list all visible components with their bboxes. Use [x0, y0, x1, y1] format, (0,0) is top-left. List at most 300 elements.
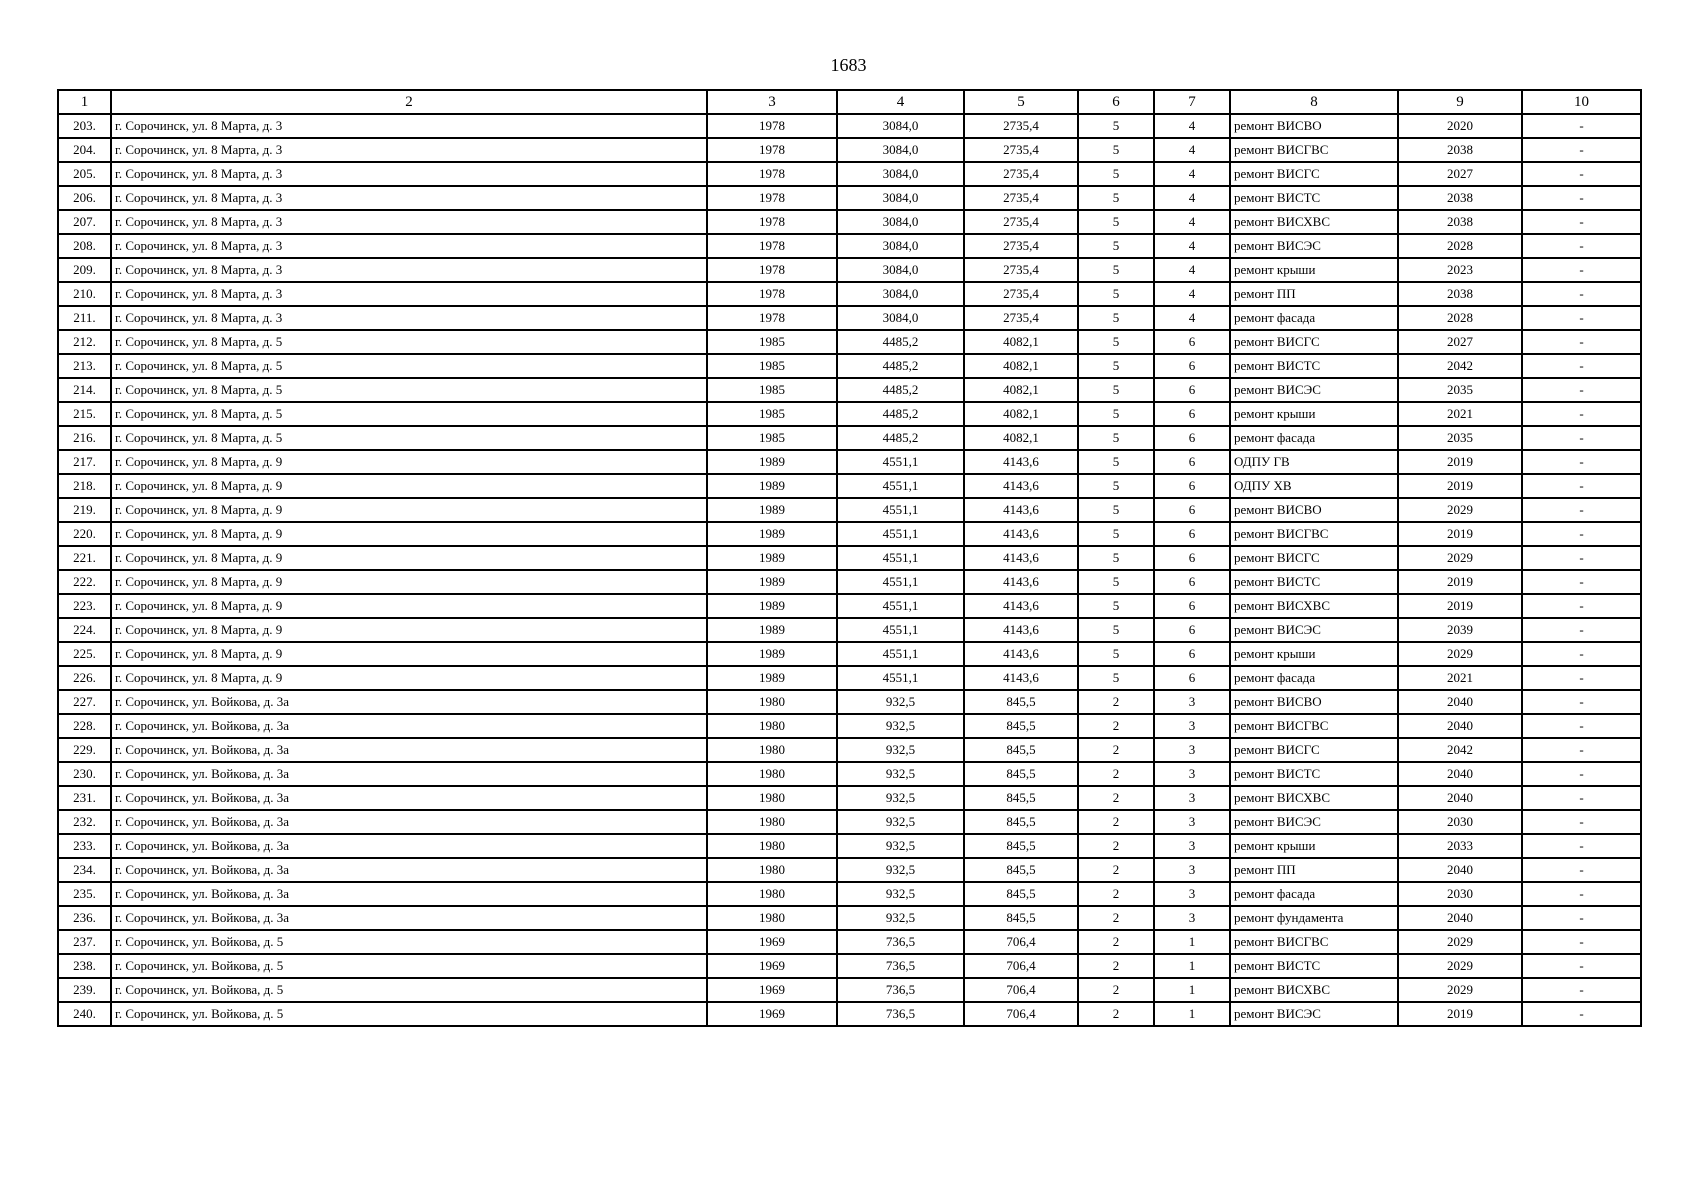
- row-number-cell: 230.: [58, 762, 111, 786]
- planned-year-cell: 2040: [1398, 714, 1522, 738]
- planned-year-cell: 2038: [1398, 282, 1522, 306]
- entrances-cell: 3: [1154, 882, 1230, 906]
- planned-year-cell: 2040: [1398, 762, 1522, 786]
- address-cell: г. Сорочинск, ул. Войкова, д. 3а: [111, 858, 707, 882]
- total-area-cell: 3084,0: [837, 306, 964, 330]
- address-cell: г. Сорочинск, ул. Войкова, д. 5: [111, 930, 707, 954]
- floors-cell: 2: [1078, 882, 1154, 906]
- year-built-cell: 1980: [707, 906, 837, 930]
- work-type-cell: ремонт фасада: [1230, 306, 1398, 330]
- floors-cell: 5: [1078, 498, 1154, 522]
- entrances-cell: 6: [1154, 378, 1230, 402]
- floors-cell: 5: [1078, 594, 1154, 618]
- entrances-cell: 6: [1154, 546, 1230, 570]
- living-area-cell: 4082,1: [964, 330, 1078, 354]
- notes-cell: -: [1522, 906, 1641, 930]
- floors-cell: 2: [1078, 762, 1154, 786]
- table-row: [58, 474, 1641, 498]
- entrances-cell: 6: [1154, 426, 1230, 450]
- address-cell: г. Сорочинск, ул. 8 Марта, д. 3: [111, 114, 707, 138]
- address-cell: г. Сорочинск, ул. 8 Марта, д. 9: [111, 546, 707, 570]
- entrances-cell: 3: [1154, 906, 1230, 930]
- entrances-cell: 6: [1154, 642, 1230, 666]
- planned-year-cell: 2029: [1398, 978, 1522, 1002]
- living-area-cell: 845,5: [964, 786, 1078, 810]
- work-type-cell: ОДПУ ХВ: [1230, 474, 1398, 498]
- work-type-cell: ремонт ВИСЭС: [1230, 234, 1398, 258]
- table-row: [58, 690, 1641, 714]
- address-cell: г. Сорочинск, ул. Войкова, д. 3а: [111, 738, 707, 762]
- total-area-cell: 932,5: [837, 690, 964, 714]
- notes-cell: -: [1522, 714, 1641, 738]
- row-number-cell: 204.: [58, 138, 111, 162]
- total-area-cell: 932,5: [837, 906, 964, 930]
- entrances-cell: 4: [1154, 162, 1230, 186]
- work-type-cell: ремонт ВИСВО: [1230, 498, 1398, 522]
- work-type-cell: ремонт ВИСГВС: [1230, 522, 1398, 546]
- living-area-cell: 4082,1: [964, 378, 1078, 402]
- total-area-cell: 3084,0: [837, 186, 964, 210]
- work-type-cell: ремонт ВИСТС: [1230, 354, 1398, 378]
- planned-year-cell: 2027: [1398, 162, 1522, 186]
- floors-cell: 5: [1078, 330, 1154, 354]
- address-cell: г. Сорочинск, ул. 8 Марта, д. 5: [111, 354, 707, 378]
- address-cell: г. Сорочинск, ул. 8 Марта, д. 5: [111, 378, 707, 402]
- total-area-cell: 4551,1: [837, 546, 964, 570]
- table-row: [58, 330, 1641, 354]
- floors-cell: 5: [1078, 570, 1154, 594]
- table-row: [58, 570, 1641, 594]
- table-row: [58, 786, 1641, 810]
- total-area-cell: 4551,1: [837, 570, 964, 594]
- table-row: [58, 162, 1641, 186]
- planned-year-cell: 2035: [1398, 378, 1522, 402]
- planned-year-cell: 2029: [1398, 642, 1522, 666]
- work-type-cell: ремонт ВИСТС: [1230, 762, 1398, 786]
- entrances-cell: 3: [1154, 762, 1230, 786]
- row-number-cell: 208.: [58, 234, 111, 258]
- row-number-cell: 223.: [58, 594, 111, 618]
- living-area-cell: 845,5: [964, 714, 1078, 738]
- year-built-cell: 1978: [707, 138, 837, 162]
- living-area-cell: 4143,6: [964, 618, 1078, 642]
- address-cell: г. Сорочинск, ул. 8 Марта, д. 9: [111, 594, 707, 618]
- total-area-cell: 736,5: [837, 978, 964, 1002]
- row-number-cell: 218.: [58, 474, 111, 498]
- work-type-cell: ремонт фасада: [1230, 882, 1398, 906]
- total-area-cell: 4551,1: [837, 474, 964, 498]
- work-type-cell: ремонт ВИСЭС: [1230, 810, 1398, 834]
- floors-cell: 5: [1078, 354, 1154, 378]
- entrances-cell: 3: [1154, 714, 1230, 738]
- table-row: [58, 138, 1641, 162]
- planned-year-cell: 2038: [1398, 138, 1522, 162]
- entrances-cell: 3: [1154, 786, 1230, 810]
- row-number-cell: 229.: [58, 738, 111, 762]
- total-area-cell: 4551,1: [837, 642, 964, 666]
- column-header: 7: [1154, 90, 1230, 114]
- year-built-cell: 1985: [707, 426, 837, 450]
- entrances-cell: 4: [1154, 258, 1230, 282]
- table-row: [58, 450, 1641, 474]
- total-area-cell: 932,5: [837, 762, 964, 786]
- table-row: [58, 762, 1641, 786]
- total-area-cell: 4485,2: [837, 402, 964, 426]
- entrances-cell: 6: [1154, 354, 1230, 378]
- year-built-cell: 1978: [707, 306, 837, 330]
- floors-cell: 5: [1078, 138, 1154, 162]
- work-type-cell: ремонт ВИСГС: [1230, 162, 1398, 186]
- work-type-cell: ремонт фасада: [1230, 666, 1398, 690]
- total-area-cell: 4485,2: [837, 378, 964, 402]
- year-built-cell: 1985: [707, 402, 837, 426]
- notes-cell: -: [1522, 1002, 1641, 1026]
- work-type-cell: ОДПУ ГВ: [1230, 450, 1398, 474]
- living-area-cell: 845,5: [964, 762, 1078, 786]
- work-type-cell: ремонт крыши: [1230, 402, 1398, 426]
- year-built-cell: 1978: [707, 282, 837, 306]
- table-row: [58, 810, 1641, 834]
- year-built-cell: 1978: [707, 210, 837, 234]
- row-number-cell: 210.: [58, 282, 111, 306]
- entrances-cell: 6: [1154, 522, 1230, 546]
- total-area-cell: 932,5: [837, 786, 964, 810]
- planned-year-cell: 2029: [1398, 498, 1522, 522]
- floors-cell: 5: [1078, 402, 1154, 426]
- table-row: [58, 594, 1641, 618]
- notes-cell: -: [1522, 282, 1641, 306]
- notes-cell: -: [1522, 498, 1641, 522]
- total-area-cell: 932,5: [837, 834, 964, 858]
- floors-cell: 2: [1078, 1002, 1154, 1026]
- total-area-cell: 4551,1: [837, 618, 964, 642]
- year-built-cell: 1978: [707, 234, 837, 258]
- living-area-cell: 4143,6: [964, 498, 1078, 522]
- address-cell: г. Сорочинск, ул. 8 Марта, д. 3: [111, 282, 707, 306]
- notes-cell: -: [1522, 930, 1641, 954]
- entrances-cell: 1: [1154, 954, 1230, 978]
- address-cell: г. Сорочинск, ул. 8 Марта, д. 9: [111, 474, 707, 498]
- year-built-cell: 1989: [707, 570, 837, 594]
- address-cell: г. Сорочинск, ул. 8 Марта, д. 3: [111, 162, 707, 186]
- table-row: [58, 522, 1641, 546]
- work-type-cell: ремонт ВИСТС: [1230, 570, 1398, 594]
- year-built-cell: 1980: [707, 738, 837, 762]
- year-built-cell: 1978: [707, 258, 837, 282]
- address-cell: г. Сорочинск, ул. 8 Марта, д. 9: [111, 618, 707, 642]
- living-area-cell: 4143,6: [964, 522, 1078, 546]
- notes-cell: -: [1522, 882, 1641, 906]
- work-type-cell: ремонт ПП: [1230, 858, 1398, 882]
- living-area-cell: 2735,4: [964, 162, 1078, 186]
- entrances-cell: 3: [1154, 858, 1230, 882]
- notes-cell: -: [1522, 162, 1641, 186]
- total-area-cell: 4485,2: [837, 330, 964, 354]
- planned-year-cell: 2019: [1398, 570, 1522, 594]
- table-row: [58, 282, 1641, 306]
- work-type-cell: ремонт ВИСЭС: [1230, 618, 1398, 642]
- table-row: [58, 954, 1641, 978]
- total-area-cell: 3084,0: [837, 114, 964, 138]
- work-type-cell: ремонт ВИСЭС: [1230, 1002, 1398, 1026]
- column-header: 6: [1078, 90, 1154, 114]
- floors-cell: 2: [1078, 930, 1154, 954]
- year-built-cell: 1980: [707, 810, 837, 834]
- notes-cell: -: [1522, 402, 1641, 426]
- living-area-cell: 4143,6: [964, 642, 1078, 666]
- row-number-cell: 237.: [58, 930, 111, 954]
- year-built-cell: 1989: [707, 642, 837, 666]
- table-row: [58, 498, 1641, 522]
- row-number-cell: 227.: [58, 690, 111, 714]
- year-built-cell: 1978: [707, 186, 837, 210]
- notes-cell: -: [1522, 810, 1641, 834]
- planned-year-cell: 2021: [1398, 402, 1522, 426]
- floors-cell: 5: [1078, 114, 1154, 138]
- total-area-cell: 932,5: [837, 810, 964, 834]
- living-area-cell: 2735,4: [964, 186, 1078, 210]
- row-number-cell: 206.: [58, 186, 111, 210]
- living-area-cell: 845,5: [964, 738, 1078, 762]
- header-row: [58, 90, 1641, 114]
- living-area-cell: 4143,6: [964, 474, 1078, 498]
- work-type-cell: ремонт крыши: [1230, 642, 1398, 666]
- table-row: [58, 546, 1641, 570]
- entrances-cell: 6: [1154, 402, 1230, 426]
- entrances-cell: 4: [1154, 234, 1230, 258]
- floors-cell: 2: [1078, 906, 1154, 930]
- year-built-cell: 1985: [707, 354, 837, 378]
- table-row: [58, 186, 1641, 210]
- planned-year-cell: 2028: [1398, 234, 1522, 258]
- table-row: [58, 930, 1641, 954]
- address-cell: г. Сорочинск, ул. 8 Марта, д. 9: [111, 570, 707, 594]
- notes-cell: -: [1522, 666, 1641, 690]
- floors-cell: 2: [1078, 978, 1154, 1002]
- address-cell: г. Сорочинск, ул. 8 Марта, д. 5: [111, 402, 707, 426]
- work-type-cell: ремонт ВИСГС: [1230, 330, 1398, 354]
- floors-cell: 2: [1078, 954, 1154, 978]
- planned-year-cell: 2040: [1398, 858, 1522, 882]
- row-number-cell: 228.: [58, 714, 111, 738]
- total-area-cell: 736,5: [837, 1002, 964, 1026]
- floors-cell: 5: [1078, 186, 1154, 210]
- year-built-cell: 1985: [707, 378, 837, 402]
- living-area-cell: 845,5: [964, 906, 1078, 930]
- table-row: [58, 714, 1641, 738]
- notes-cell: -: [1522, 138, 1641, 162]
- total-area-cell: 932,5: [837, 882, 964, 906]
- row-number-cell: 215.: [58, 402, 111, 426]
- work-type-cell: ремонт ВИСХВС: [1230, 786, 1398, 810]
- column-header: 2: [111, 90, 707, 114]
- living-area-cell: 2735,4: [964, 282, 1078, 306]
- entrances-cell: 3: [1154, 834, 1230, 858]
- floors-cell: 5: [1078, 426, 1154, 450]
- living-area-cell: 2735,4: [964, 114, 1078, 138]
- living-area-cell: 4143,6: [964, 450, 1078, 474]
- floors-cell: 2: [1078, 810, 1154, 834]
- planned-year-cell: 2035: [1398, 426, 1522, 450]
- work-type-cell: ремонт ВИСГВС: [1230, 138, 1398, 162]
- page-number: 1683: [830, 55, 867, 75]
- table-row: [58, 618, 1641, 642]
- floors-cell: 5: [1078, 282, 1154, 306]
- table-row: [58, 306, 1641, 330]
- address-cell: г. Сорочинск, ул. 8 Марта, д. 9: [111, 666, 707, 690]
- row-number-cell: 207.: [58, 210, 111, 234]
- living-area-cell: 706,4: [964, 954, 1078, 978]
- address-cell: г. Сорочинск, ул. 8 Марта, д. 3: [111, 210, 707, 234]
- row-number-cell: 239.: [58, 978, 111, 1002]
- entrances-cell: 6: [1154, 594, 1230, 618]
- entrances-cell: 4: [1154, 114, 1230, 138]
- column-header: 3: [707, 90, 837, 114]
- year-built-cell: 1989: [707, 450, 837, 474]
- address-cell: г. Сорочинск, ул. 8 Марта, д. 3: [111, 138, 707, 162]
- total-area-cell: 932,5: [837, 714, 964, 738]
- work-type-cell: ремонт ВИСХВС: [1230, 210, 1398, 234]
- entrances-cell: 6: [1154, 498, 1230, 522]
- notes-cell: -: [1522, 978, 1641, 1002]
- address-cell: г. Сорочинск, ул. 8 Марта, д. 3: [111, 258, 707, 282]
- work-type-cell: ремонт крыши: [1230, 258, 1398, 282]
- table-row: [58, 666, 1641, 690]
- work-type-cell: ремонт фасада: [1230, 426, 1398, 450]
- year-built-cell: 1989: [707, 498, 837, 522]
- year-built-cell: 1989: [707, 594, 837, 618]
- row-number-cell: 221.: [58, 546, 111, 570]
- notes-cell: -: [1522, 762, 1641, 786]
- living-area-cell: 845,5: [964, 882, 1078, 906]
- address-cell: г. Сорочинск, ул. Войкова, д. 3а: [111, 762, 707, 786]
- entrances-cell: 4: [1154, 210, 1230, 234]
- notes-cell: -: [1522, 114, 1641, 138]
- living-area-cell: 2735,4: [964, 306, 1078, 330]
- year-built-cell: 1978: [707, 162, 837, 186]
- table-row: [58, 1002, 1641, 1026]
- total-area-cell: 4485,2: [837, 426, 964, 450]
- living-area-cell: 4143,6: [964, 666, 1078, 690]
- year-built-cell: 1989: [707, 618, 837, 642]
- total-area-cell: 4551,1: [837, 450, 964, 474]
- table-row: [58, 234, 1641, 258]
- notes-cell: -: [1522, 954, 1641, 978]
- entrances-cell: 3: [1154, 738, 1230, 762]
- total-area-cell: 3084,0: [837, 282, 964, 306]
- total-area-cell: 4551,1: [837, 522, 964, 546]
- floors-cell: 2: [1078, 786, 1154, 810]
- planned-year-cell: 2029: [1398, 954, 1522, 978]
- year-built-cell: 1969: [707, 1002, 837, 1026]
- year-built-cell: 1969: [707, 954, 837, 978]
- total-area-cell: 3084,0: [837, 234, 964, 258]
- total-area-cell: 3084,0: [837, 258, 964, 282]
- planned-year-cell: 2040: [1398, 906, 1522, 930]
- entrances-cell: 6: [1154, 450, 1230, 474]
- row-number-cell: 222.: [58, 570, 111, 594]
- year-built-cell: 1980: [707, 858, 837, 882]
- work-type-cell: ремонт ВИСГВС: [1230, 930, 1398, 954]
- entrances-cell: 6: [1154, 330, 1230, 354]
- total-area-cell: 3084,0: [837, 138, 964, 162]
- work-type-cell: ремонт ПП: [1230, 282, 1398, 306]
- address-cell: г. Сорочинск, ул. 8 Марта, д. 5: [111, 330, 707, 354]
- planned-year-cell: 2019: [1398, 522, 1522, 546]
- address-cell: г. Сорочинск, ул. Войкова, д. 5: [111, 954, 707, 978]
- entrances-cell: 6: [1154, 570, 1230, 594]
- planned-year-cell: 2020: [1398, 114, 1522, 138]
- floors-cell: 5: [1078, 618, 1154, 642]
- total-area-cell: 4551,1: [837, 498, 964, 522]
- planned-year-cell: 2029: [1398, 546, 1522, 570]
- address-cell: г. Сорочинск, ул. Войкова, д. 3а: [111, 906, 707, 930]
- floors-cell: 2: [1078, 858, 1154, 882]
- row-number-cell: 205.: [58, 162, 111, 186]
- planned-year-cell: 2038: [1398, 186, 1522, 210]
- total-area-cell: 3084,0: [837, 162, 964, 186]
- floors-cell: 5: [1078, 162, 1154, 186]
- year-built-cell: 1980: [707, 834, 837, 858]
- year-built-cell: 1980: [707, 714, 837, 738]
- table-row: [58, 426, 1641, 450]
- entrances-cell: 3: [1154, 690, 1230, 714]
- address-cell: г. Сорочинск, ул. 8 Марта, д. 3: [111, 306, 707, 330]
- entrances-cell: 3: [1154, 810, 1230, 834]
- address-cell: г. Сорочинск, ул. Войкова, д. 5: [111, 1002, 707, 1026]
- year-built-cell: 1980: [707, 762, 837, 786]
- planned-year-cell: 2023: [1398, 258, 1522, 282]
- row-number-cell: 238.: [58, 954, 111, 978]
- living-area-cell: 845,5: [964, 834, 1078, 858]
- living-area-cell: 4082,1: [964, 426, 1078, 450]
- work-type-cell: ремонт ВИСЭС: [1230, 378, 1398, 402]
- floors-cell: 2: [1078, 714, 1154, 738]
- address-cell: г. Сорочинск, ул. 8 Марта, д. 9: [111, 498, 707, 522]
- living-area-cell: 4143,6: [964, 546, 1078, 570]
- address-cell: г. Сорочинск, ул. 8 Марта, д. 3: [111, 234, 707, 258]
- table-body: [58, 114, 1641, 1026]
- notes-cell: -: [1522, 378, 1641, 402]
- planned-year-cell: 2038: [1398, 210, 1522, 234]
- entrances-cell: 4: [1154, 306, 1230, 330]
- work-type-cell: ремонт ВИСХВС: [1230, 594, 1398, 618]
- year-built-cell: 1989: [707, 474, 837, 498]
- address-cell: г. Сорочинск, ул. Войкова, д. 3а: [111, 690, 707, 714]
- year-built-cell: 1980: [707, 786, 837, 810]
- floors-cell: 5: [1078, 642, 1154, 666]
- row-number-cell: 214.: [58, 378, 111, 402]
- work-type-cell: ремонт крыши: [1230, 834, 1398, 858]
- notes-cell: -: [1522, 690, 1641, 714]
- planned-year-cell: 2029: [1398, 930, 1522, 954]
- notes-cell: -: [1522, 570, 1641, 594]
- table-row: [58, 882, 1641, 906]
- row-number-cell: 203.: [58, 114, 111, 138]
- address-cell: г. Сорочинск, ул. Войкова, д. 3а: [111, 810, 707, 834]
- year-built-cell: 1985: [707, 330, 837, 354]
- work-type-cell: ремонт ВИСВО: [1230, 690, 1398, 714]
- row-number-cell: 216.: [58, 426, 111, 450]
- notes-cell: -: [1522, 642, 1641, 666]
- planned-year-cell: 2028: [1398, 306, 1522, 330]
- living-area-cell: 706,4: [964, 978, 1078, 1002]
- planned-year-cell: 2040: [1398, 786, 1522, 810]
- planned-year-cell: 2030: [1398, 882, 1522, 906]
- row-number-cell: 213.: [58, 354, 111, 378]
- notes-cell: -: [1522, 858, 1641, 882]
- work-type-cell: ремонт фундамента: [1230, 906, 1398, 930]
